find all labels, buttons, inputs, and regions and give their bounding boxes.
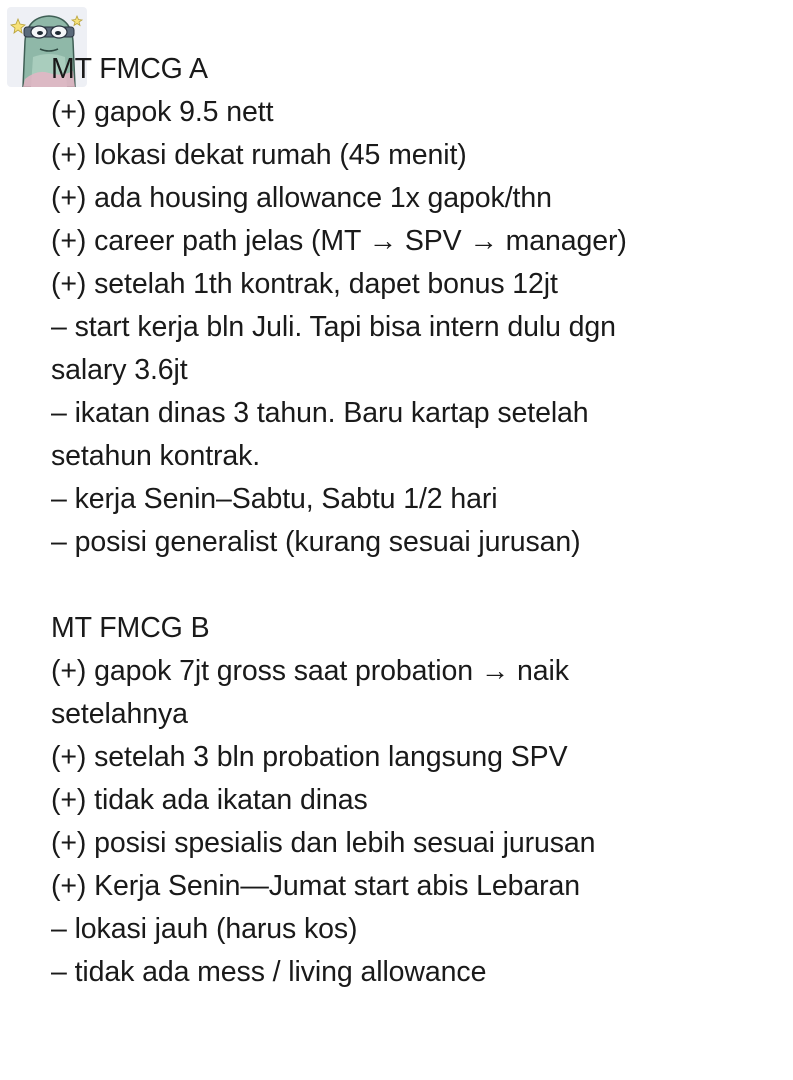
section-title: MT FMCG A [51,53,208,85]
list-item: – posisi generalist (kurang sesuai jurusan) [51,526,581,558]
list-item: – kerja Senin–Sabtu, Sabtu 1/2 hari [51,483,498,515]
section-a [51,48,751,564]
section-b [51,607,751,994]
list-item: setelahnya [51,698,188,730]
list-item: (+) Kerja Senin—Jumat start abis Lebaran [51,870,581,902]
list-item: – lokasi jauh (harus kos) [51,913,358,945]
section-spacer [51,564,751,607]
list-item: setahun kontrak. [51,440,261,472]
list-item: (+) gapok 7jt gross saat probation → naik [51,655,569,687]
list-item: – tidak ada mess / living allowance [51,956,487,988]
list-item: – ikatan dinas 3 tahun. Baru kartap setelah [51,397,589,429]
list-item: (+) posisi spesialis dan lebih sesuai jurusan [51,827,596,859]
section-title: MT FMCG B [51,612,210,644]
list-item: (+) lokasi dekat rumah (45 menit) [51,139,467,171]
note-content [51,48,751,994]
list-item: (+) setelah 1th kontrak, dapet bonus 12jt [51,268,558,300]
list-item: (+) tidak ada ikatan dinas [51,784,368,816]
list-item: – start kerja bln Juli. Tapi bisa intern dulu dgn [51,311,616,343]
list-item: (+) career path jelas (MT → SPV → manager) [51,225,627,257]
list-item: (+) ada housing allowance 1x gapok/thn [51,182,552,214]
list-item: (+) setelah 3 bln probation langsung SPV [51,741,568,773]
list-item: (+) gapok 9.5 nett [51,96,274,128]
list-item: salary 3.6jt [51,354,188,386]
